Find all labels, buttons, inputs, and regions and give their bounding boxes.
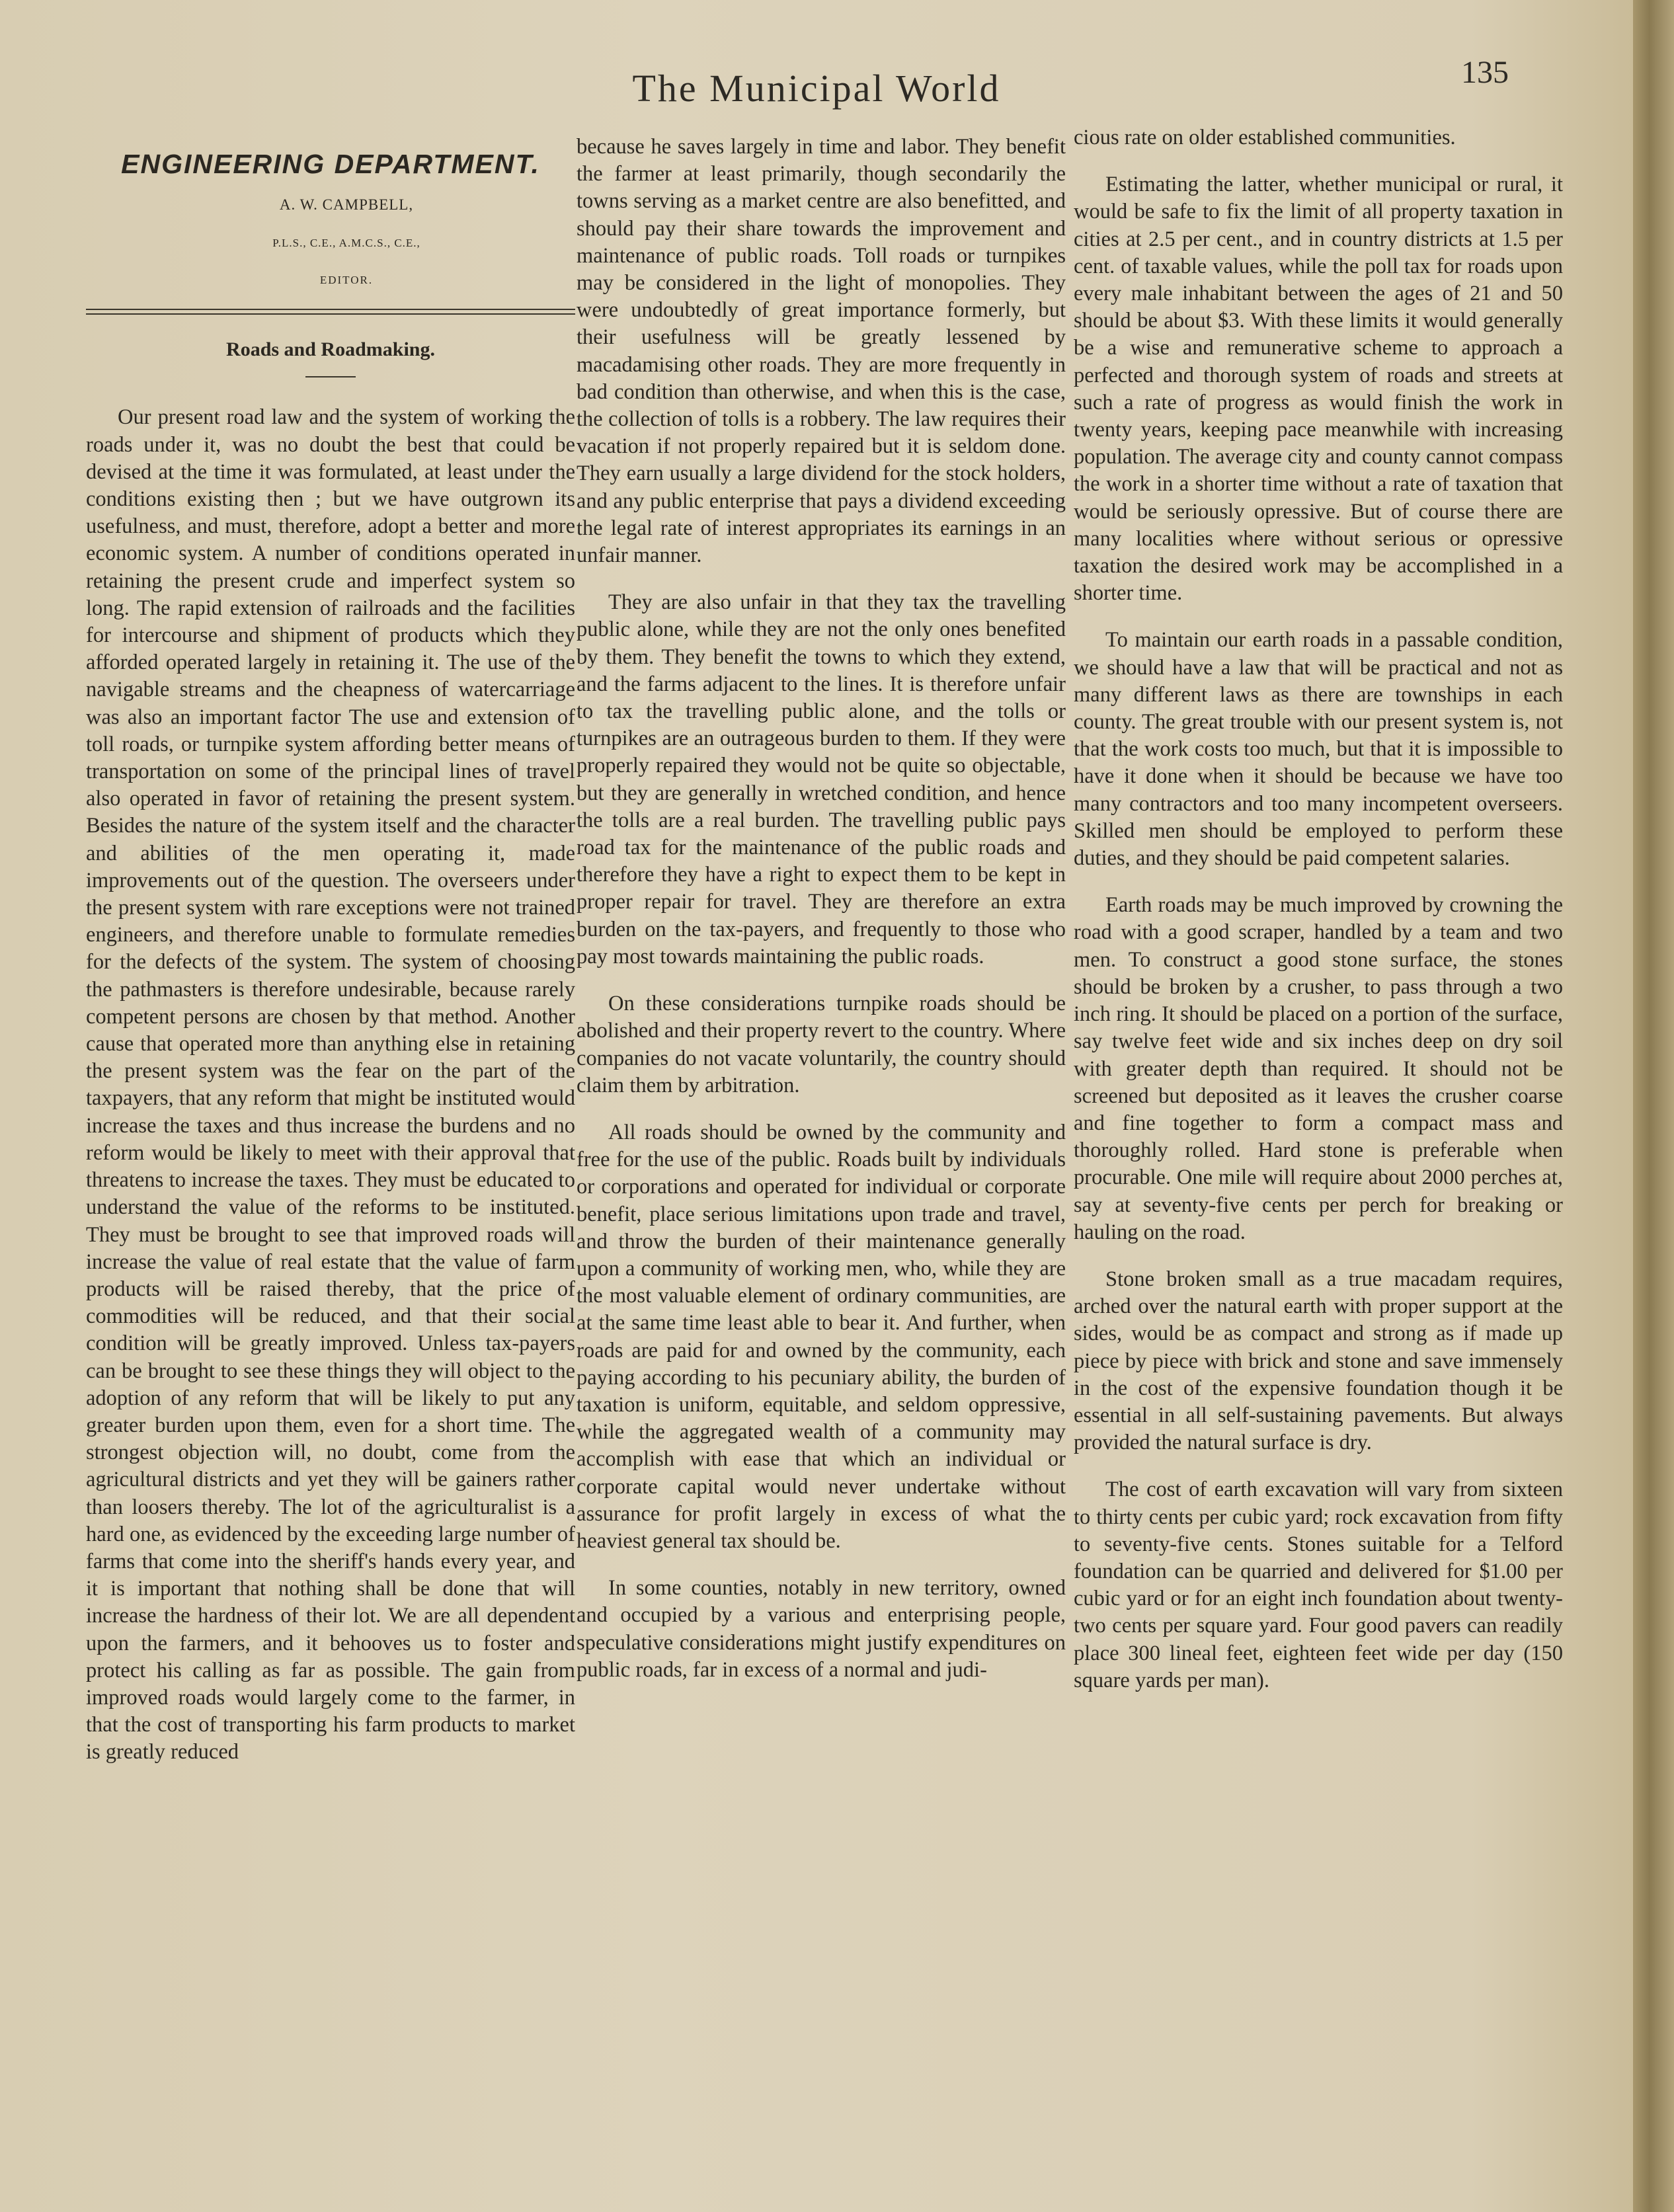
short-rule-divider <box>305 376 356 377</box>
paragraph: cious rate on older established communities. <box>1074 126 1456 149</box>
paragraph: Earth roads may be much improved by crowning the road with a good scraper, handled by a team and two men. To construct a good stone surface, the stones should be broken by a crusher, to pass through a two inch ring. It should be placed on a portion of the surface, say twelve feet wide and six inches deep on dry soil with greater depth than required. It should not be screened but deposited as it leaves the crusher coarse and fine together to form a compact mass and thoroughly rolled. Hard stone is preferable when procurable. One mile will require about 2000 perches at, say at seventy-five cents per perch for breaking or hauling on the road. <box>1074 893 1563 1244</box>
editor-credentials: P.L.S., C.E., A.M.C.S., C.E., <box>272 237 420 250</box>
editor-name: A. W. CAMPBELL, <box>279 196 414 214</box>
paragraph: Stone broken small as a true macadam requires, arched over the natural earth with proper support at the sides, would be as compact and strong as if made up piece by piece with brick and stone and save immensely in the cost of the expensive foundation though it be essential in all self-sustaining pavements. But always provided the natural surface is dry. <box>1074 1267 1563 1455</box>
column-2 <box>577 134 1066 1704</box>
paragraph: On these considerations turnpike roads should be abolished and their property revert to the country. Where companies do not vacate voluntarily, the country should claim them by arbitration. <box>577 992 1066 1097</box>
paragraph: The cost of earth excavation will vary from sixteen to thirty cents per cubic yard; rock excavation from fifty to seventy-five cents. Stones suitable for a Telford foundation can be quarried and delivered for $1.00 per cubic yard or for an eight inch foundation about twenty-two cents per square yard. Four good pavers can readily place 300 lineal feet, eighteen feet wide per day (150 square yards per man). <box>1074 1478 1563 1692</box>
paragraph: To maintain our earth roads in a passable condition, we should have a law that will be practical and not as many different laws as there are townships in each county. The great trouble with our present system is, not that the work costs too much, but that it is impossible to have it done when it should be because we have too many contractors and too many incompetent overseers. Skilled men should be employed to perform these duties, and they should be paid competent salaries. <box>1074 628 1563 871</box>
page-number: 135 <box>1461 55 1509 90</box>
paragraph: All roads should be owned by the community and free for the use of the public. Roads built by individuals or corporations and operated for individual or corporate benefit, place serious limitations upon trade and travel, and throw the burden of their maintenance generally upon a community of working men, who, while they are the most valuable element of ordinary communities, are at the same time least able to bear it. And further, when roads are paid for and owned by the community, each paying according to his pecuniary ability, the burden of taxation is uniform, equitable, and seldom oppressive, while the aggregated wealth of a community may accomplish with ease that which an individual or corporate capital would never undertake without assurance for profit largely in excess of what the heaviest general tax should be. <box>577 1120 1066 1553</box>
paragraph: They are also unfair in that they tax the travelling public alone, while they are not the only ones benefited by them. They benefit the towns to which they extend, and the farms adjacent to the lines. It is therefore unfair to tax the travelling public alone, and the tolls or turnpikes are an outrageous burden to them. If they were properly repaired they would not be quite so objectable, but they are generally in wretched condition, and hence the tolls are a real burden. The travelling public pays road tax for the maintenance of the public roads and therefore they have a right to expect them to be kept in proper repair for travel. They are therefore an extra burden on the tax-payers, and frequently to those who pay most towards maintaining the public roads. <box>577 590 1066 968</box>
running-head: The Municipal World <box>632 67 1001 110</box>
double-rule-divider <box>86 309 575 315</box>
paragraph: In some counties, notably in new territory, owned and occupied by a various and enterprising people, speculative considerations might justify expenditures on public roads, far in excess of a normal and judi- <box>577 1576 1066 1682</box>
editor-role: EDITOR. <box>319 274 374 287</box>
department-title: ENGINEERING DEPARTMENT. <box>121 149 540 179</box>
article-title: Roads and Roadmaking. <box>226 338 435 361</box>
paragraph: Our present road law and the system of working the roads under it, was no doubt the best that could be devised at the time it was formulated, at least under the conditions existing then ; but we have outgrown its usefulness, and must, therefore, adopt a better and more economic system. A number of conditions operated in retaining the present crude and imperfect system so long. The rapid extension of railroads and the facilities for intercourse and shipment of products which they afforded operated largely in retaining it. The use of the navigable streams and the cheapness of watercarriage was also an important factor The use and extension of toll roads, or turnpike system affording better means of transportation on some of the principal lines of travel also operated in favor of retaining the present system. Besides the nature of the system itself and the character and abilities of the men operating it, made improvements out of the question. The overseers under the present system with rare exceptions were not trained engineers, and therefore unable to formulate remedies for the defects of the system. The system of choosing the pathmasters is therefore undesirable, because rarely competent persons are chosen by that method. Another cause that operated more than anything else in retaining the present system was the fear on the part of the taxpayers, that any reform that might be instituted would increase the taxes and thus increase the burdens and no reform would be likely to meet with their approval that threatens to increase the taxes. They must be educated to understand the value of the reforms to be instituted. They must be brought to see that improved roads will increase the value of real estate that the value of farm products will be raised thereby, that the price of commodities will be reduced, and that their social condition will be greatly improved. Unless tax-payers can be brought to see these things they will object to the adoption of any reform that will be likely to put any greater burden upon them, even for a short time. The strongest objection will, no doubt, come from the agricultural districts and yet they will be gainers rather than loosers thereby. The lot of the agriculturalist is a hard one, as evidenced by the exceeding large number of farms that come into the sheriff's hands every year, and it is important that nothing shall be done that will increase the hardness of their lot. We are all dependent upon the farmers, and it behooves us to foster and protect his calling as far as possible. The gain from improved roads would largely come to the farmer, in that the cost of transporting his farm products to market is greatly reduced <box>86 405 575 1764</box>
book-spine-edge <box>1633 0 1674 2212</box>
paragraph: Estimating the latter, whether municipal or rural, it would be safe to fix the limit of all property taxation in cities at 2.5 per cent., and in country districts at 1.5 per cent. of taxable values, while the poll tax for roads upon every male inhabitant between the ages of 21 and 50 should be about $3. With these limits it would generally be a wise and remunerative scheme to approach a perfected and thorough system of roads and streets at such a rate of progress as would finish the work in twenty years, keeping pace meanwhile with increasing population. The average city and county cannot compass the work in a shorter time without a rate of taxation that would be seriously opressive. But of course there are many localities where without serious or opressive taxation the desired work may be accomplished in a shorter time. <box>1074 173 1563 606</box>
column-3 <box>1074 124 1563 1714</box>
column-1 <box>86 132 575 1786</box>
paragraph: because he saves largely in time and labor. They benefit the farmer at least primarily, though secondarily the towns serving as a market centre are also benefitted, and should pay their share towards the improvement and maintenance of public roads. Toll roads or turnpikes may be considered in the light of monopolies. They were undoubtedly of great importance formerly, but their usefulness will be greatly lessened by macadamising other roads. They are more frequently in bad condition than otherwise, and when this is the case, the collection of tolls is a robbery. The law requires their vacation if not properly repaired but it is seldom done. They earn usually a large dividend for the stock holders, and any public enterprise that pays a dividend exceeding the legal rate of interest appropriates its earnings in an unfair manner. <box>577 135 1066 568</box>
